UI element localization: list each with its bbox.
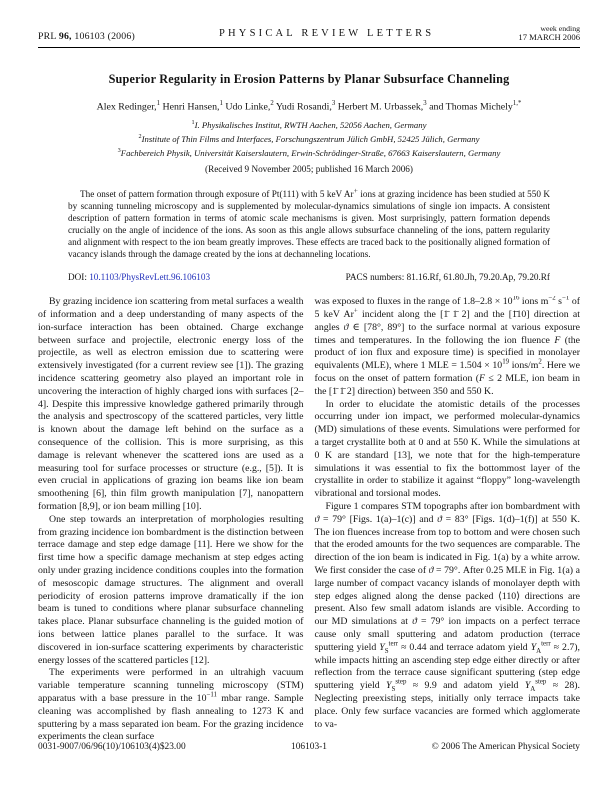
- body-paragraph: The experiments were performed in an ultrahigh vacuum variable temperature scanning tunneling microscopy (STM) apparatus with a base pressure in the $10^{-11}$ mbar range. Sample cleaning was accomplished by flash annealing to 1273 K and sputtering by a mass separated ion beam. For the grazing incidence experiments the clean surface: [38, 667, 304, 743]
- pacs-numbers: PACS numbers: 81.16.Rf, 61.80.Jh, 79.20.Ap, 79.20.Rf: [345, 272, 550, 283]
- affiliation-1: $^1$I. Physikalisches Institut, RWTH Aachen, 52056 Aachen, Germany: [191, 119, 427, 131]
- journal-reference: PRL 96, 106103 (2006): [38, 31, 135, 42]
- body-paragraph: One step towards an interpretation of morphologies resulting from grazing incidence ion bombardment is the distinction between terrace damage and step edge damage [11]. Here we show for the first time how a specific damage mechanism at step edges acting only under grazing incidence conditions couples into the formation of mesoscopic damage structures. The alignment and overall periodicity of erosion patterns improve dramatically if the ion beam is tuned to conditions where planar subsurface channeling takes place. Planar subsurface channeling is the guided motion of ions between lattice planes parallel to the surface. It was discovered in ion-surface scattering experiments by characteristic energy losses of the scattered particles [12].: [38, 513, 304, 666]
- journal-name: PHYSICAL REVIEW LETTERS: [218, 28, 435, 39]
- body-paragraph: By grazing incidence ion scattering from metal surfaces a wealth of information and a deep understanding of many aspects of the ion-surface interaction has been obtained. Charge exchange between surface and projectile, electronic energy loss of the projectile, as well as electron emission due to scattering were extensively investigated (for a current review see [1]). The grazing incidence scattering geometry also played an important role in uncovering the interaction of highly charged ions with surfaces [2–4]. Despite this impressive knowledge gathered primarily through the analysis and spectroscopy of the scattered particles, very little is known about the damage left behind on the surface as a consequence of the collision. This is more surprising, as this damage is relevant whenever the scattered ions are used as a measuring tool for surface processes or structure (e.g., [5]). It is even crucial in applications of grazing ion beams like ion beam smoothening [6], thin film growth manipulation [7], nanopattern formation [8,9], or ion beam milling [10].: [38, 296, 304, 512]
- affiliation-3: $^3$Fachbereich Physik, Universität Kaiserslautern, Erwin-Schrödinger-Straße, 67663 Kaiserslautern, Germany: [117, 147, 501, 159]
- issn-pricing-code: 0031-9007/06/96(10)/106103(4)$23.00: [38, 742, 186, 752]
- body-paragraph: In order to elucidate the atomistic details of the processes occurring under ion impact, we performed molecular-dynamics (MD) simulations of these events. Simulations were performed for a target crystallite both at 0 and at 550 K. While the simulations at 0 K are standard [13], we note that for the high-temperature simulations it was essential to fix the bottommost layer of the crystallite in order to stabilize it against “floppy” long-wavelength vibrational and torsional modes.: [314, 398, 580, 500]
- abstract-text: The onset of pattern formation through exposure of Pt(111) with 5 keV Ar+ ions at grazing incidence has been studied at 550 K by scanning tunneling microscopy and is supplemented by molecular-dynamics simulations of single ion impacts. A consistent description of pattern formation in terms of atomic scale mechanisms is given. Most surprisingly, pattern formation depends crucially on the angle of incidence of the ions. As soon as this angle allows subsurface channeling of the ions, pattern regularity and alignment with respect to the ion beam greatly improves. These effects are traced back to the positionally aligned formation of vacancy islands through the damage created by the ions at dechanneling locations.: [68, 185, 550, 260]
- doi-line: [68, 272, 210, 282]
- left-column: [38, 296, 304, 780]
- page-header: [38, 24, 580, 48]
- week-ending-label: week ending: [540, 24, 580, 33]
- body-paragraph: Figure 1 compares STM topographs after ion bombardment with ϑ = 79° [Figs. 1(a)–1(c)] and ϑ = 83° [Figs. 1(d)–1(f)] at 550 K. The ion fluences increase from top to bottom and were chosen such that the eroded amounts for the two sequences are comparable. The direction of the ion beam is indicated in Fig. 1(a) by a white arrow. We first consider the case of ϑ = 79°. After 0.25 MLE in Fig. 1(a) a large number of compact vacancy islands of monolayer depth with step edges aligned along the dense packed ⟨110⟩ directions are present. Also few small adatom islands are visible. According to our MD simulations at ϑ = 79° ion impacts on a perfect terrace cause only small sputtering and adatom production (terrace sputtering yield $Y_S^{terr} \approx 0.44$ and terrace adatom yield $Y_A^{terr} \approx 2.7$), while impacts hitting an ascending step edge either directly or after reflection from the terrace cause significant sputtering (step edge sputtering yield $Y_S^{step} \approx 9.9$ and adatom yield $Y_A^{step} \approx 28$). Neglecting preexisting steps, initially only terrace impacts take place. Only few surface vacancies are formed which agglomerate to va-: [314, 500, 580, 730]
- doi-link[interactable]: 10.1103/PhysRevLett.96.106103: [89, 272, 211, 283]
- article-body: [38, 296, 580, 780]
- affiliation-2: $^2$Institute of Thin Films and Interfaces, Forschungszentrum Jülich GmbH, 52425 Jülich, Germany: [138, 133, 480, 145]
- page-number: 106103-1: [291, 742, 327, 752]
- body-paragraph: was exposed to fluxes in the range of $1.8-2.8 \times 10^{16}$ ions $m^{-2}$ $s^{-1}$ of 5 keV Ar+ incident along the [1̄ 1̄ 2] and the [1̄10] direction at angles ϑ ∈ [78°, 89°] to the surface normal at various exposure times and temperatures. In the following the ion fluence F (the product of ion flux and exposure time) is specified in monolayer equivalents (MLE), where 1 MLE = $1.504 \times 10^{19}$ ions/$m^2$. Here we focus on the onset of pattern formation (F ≤ 2 MLE, ion beam in the [1̄ 1̄ 2] direction) between 350 and 550 K.: [314, 296, 580, 397]
- authors-line: Alex Redinger,$^1$ Henri Hansen,$^1$ Udo Linke,$^2$ Yudi Rosandi,$^3$ Herbert M. Urbassek,$^3$ and Thomas Michely$^{1,*}$: [96, 100, 522, 113]
- article-title: Superior Regularity in Erosion Patterns by Planar Subsurface Channeling: [108, 72, 510, 86]
- affiliations-block: [38, 117, 580, 159]
- issue-date: [518, 24, 580, 42]
- copyright-notice: © 2006 The American Physical Society: [431, 742, 580, 752]
- received-line: (Received 9 November 2005; published 16 March 2006): [205, 163, 413, 174]
- right-column: [315, 296, 581, 780]
- doi-pacs-row: [68, 272, 550, 282]
- issue-date-value: 17 MARCH 2006: [518, 32, 580, 42]
- page-footer: [38, 742, 580, 752]
- doi-label: DOI:: [68, 272, 90, 283]
